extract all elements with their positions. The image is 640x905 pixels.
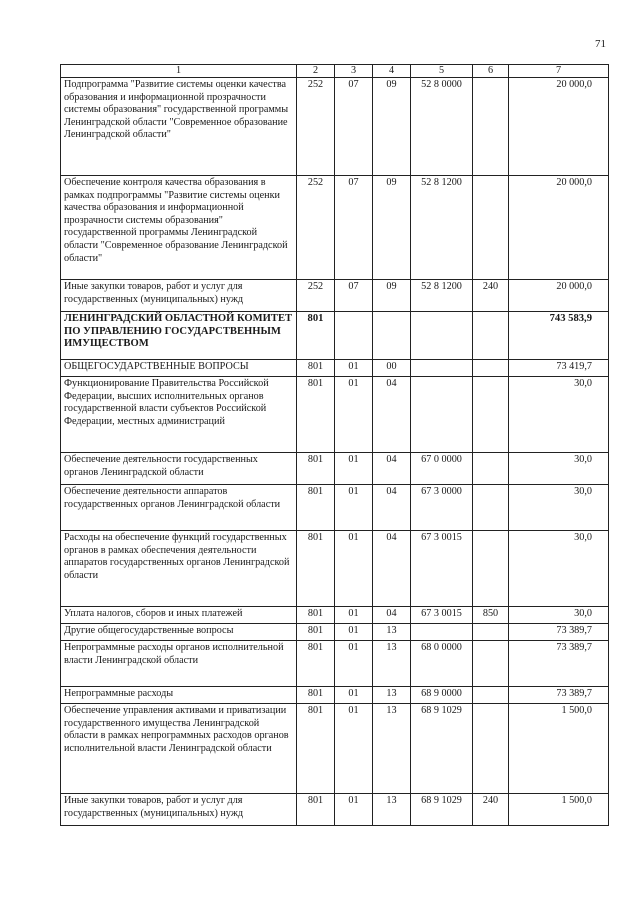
row-value-cell bbox=[373, 312, 411, 360]
row-name-cell: Функционирование Правительства Российской Федерации, высших исполнительных органов государственной власти субъектов Российской Федерации, местных администраций bbox=[61, 377, 297, 453]
row-value-cell: 68 9 1029 bbox=[411, 704, 473, 794]
row-value-cell bbox=[473, 641, 509, 687]
table-row bbox=[61, 312, 609, 360]
header-cell: 2 bbox=[297, 65, 335, 78]
row-value-cell bbox=[411, 360, 473, 377]
row-value-cell: 801 bbox=[297, 453, 335, 485]
row-value-cell: 01 bbox=[335, 641, 373, 687]
row-value-cell: 09 bbox=[373, 78, 411, 176]
row-value-cell: 04 bbox=[373, 453, 411, 485]
row-value-cell bbox=[473, 377, 509, 453]
row-value-cell: 04 bbox=[373, 485, 411, 531]
row-value-cell: 20 000,0 bbox=[509, 280, 609, 312]
row-value-cell bbox=[473, 624, 509, 641]
row-value-cell: 801 bbox=[297, 794, 335, 826]
row-value-cell: 00 bbox=[373, 360, 411, 377]
header-cell: 4 bbox=[373, 65, 411, 78]
row-value-cell: 240 bbox=[473, 794, 509, 826]
row-value-cell bbox=[473, 531, 509, 607]
table-row bbox=[61, 641, 609, 687]
row-value-cell bbox=[473, 78, 509, 176]
table-row bbox=[61, 531, 609, 607]
row-value-cell: 67 0 0000 bbox=[411, 453, 473, 485]
row-name-cell: Обеспечение деятельности аппаратов государственных органов Ленинградской области bbox=[61, 485, 297, 531]
row-value-cell bbox=[473, 704, 509, 794]
row-value-cell: 01 bbox=[335, 531, 373, 607]
row-value-cell: 801 bbox=[297, 624, 335, 641]
header-cell: 1 bbox=[61, 65, 297, 78]
row-value-cell: 68 0 0000 bbox=[411, 641, 473, 687]
row-value-cell: 73 389,7 bbox=[509, 687, 609, 704]
table-row bbox=[61, 360, 609, 377]
row-value-cell: 801 bbox=[297, 485, 335, 531]
table-row bbox=[61, 607, 609, 624]
row-name-cell: Расходы на обеспечение функций государственных органов в рамках обеспечения деятельности аппаратов государственных органов Ленинградской области bbox=[61, 531, 297, 607]
row-value-cell: 04 bbox=[373, 531, 411, 607]
row-value-cell: 13 bbox=[373, 704, 411, 794]
table-row bbox=[61, 78, 609, 176]
row-value-cell: 13 bbox=[373, 687, 411, 704]
row-value-cell: 801 bbox=[297, 360, 335, 377]
row-value-cell: 20 000,0 bbox=[509, 176, 609, 280]
row-value-cell: 01 bbox=[335, 704, 373, 794]
row-name-cell: Подпрограмма "Развитие системы оценки качества образования и информационной прозрачности системы образования" государственной программы Ленинградской области "Современное образование Ленинградской области" bbox=[61, 78, 297, 176]
header-cell: 7 bbox=[509, 65, 609, 78]
row-value-cell bbox=[473, 176, 509, 280]
row-value-cell: 13 bbox=[373, 641, 411, 687]
row-value-cell: 52 8 0000 bbox=[411, 78, 473, 176]
row-value-cell: 52 8 1200 bbox=[411, 280, 473, 312]
row-value-cell bbox=[473, 485, 509, 531]
row-value-cell: 252 bbox=[297, 176, 335, 280]
row-value-cell: 850 bbox=[473, 607, 509, 624]
row-name-cell: Обеспечение контроля качества образования в рамках подпрограммы "Развитие системы оценки качества образования и информационной прозрачности системы образования" государственной программы Ленинградской области "Современное образование Ленинградской области" bbox=[61, 176, 297, 280]
row-value-cell: 67 3 0015 bbox=[411, 607, 473, 624]
table-row bbox=[61, 453, 609, 485]
row-name-cell: Уплата налогов, сборов и иных платежей bbox=[61, 607, 297, 624]
table-row bbox=[61, 377, 609, 453]
row-value-cell: 801 bbox=[297, 531, 335, 607]
row-value-cell: 30,0 bbox=[509, 453, 609, 485]
row-name-cell: Непрограммные расходы органов исполнительной власти Ленинградской области bbox=[61, 641, 297, 687]
row-value-cell: 30,0 bbox=[509, 377, 609, 453]
row-value-cell bbox=[473, 312, 509, 360]
row-value-cell: 252 bbox=[297, 280, 335, 312]
row-value-cell: 04 bbox=[373, 607, 411, 624]
row-value-cell: 01 bbox=[335, 607, 373, 624]
row-value-cell bbox=[335, 312, 373, 360]
table-header-row bbox=[61, 65, 609, 78]
row-name-cell: Иные закупки товаров, работ и услуг для государственных (муниципальных) нужд bbox=[61, 280, 297, 312]
row-name-cell: Иные закупки товаров, работ и услуг для государственных (муниципальных) нужд bbox=[61, 794, 297, 826]
row-value-cell: 801 bbox=[297, 641, 335, 687]
row-value-cell: 801 bbox=[297, 704, 335, 794]
row-value-cell: 801 bbox=[297, 312, 335, 360]
row-value-cell: 240 bbox=[473, 280, 509, 312]
row-value-cell: 01 bbox=[335, 794, 373, 826]
table-row bbox=[61, 485, 609, 531]
row-value-cell: 73 389,7 bbox=[509, 624, 609, 641]
header-cell: 5 bbox=[411, 65, 473, 78]
row-value-cell: 252 bbox=[297, 78, 335, 176]
row-value-cell: 67 3 0015 bbox=[411, 531, 473, 607]
table-row bbox=[61, 794, 609, 826]
header-cell: 3 bbox=[335, 65, 373, 78]
table-row bbox=[61, 704, 609, 794]
row-name-cell: Другие общегосударственные вопросы bbox=[61, 624, 297, 641]
row-name-cell: Обеспечение деятельности государственных органов Ленинградской области bbox=[61, 453, 297, 485]
table-row bbox=[61, 687, 609, 704]
row-value-cell: 1 500,0 bbox=[509, 704, 609, 794]
row-value-cell: 743 583,9 bbox=[509, 312, 609, 360]
table-row bbox=[61, 176, 609, 280]
row-value-cell bbox=[411, 624, 473, 641]
row-value-cell: 30,0 bbox=[509, 531, 609, 607]
row-value-cell: 68 9 0000 bbox=[411, 687, 473, 704]
row-value-cell: 1 500,0 bbox=[509, 794, 609, 826]
row-value-cell bbox=[473, 360, 509, 377]
table-row bbox=[61, 280, 609, 312]
row-value-cell: 01 bbox=[335, 624, 373, 641]
row-value-cell bbox=[411, 377, 473, 453]
row-name-cell: ЛЕНИНГРАДСКИЙ ОБЛАСТНОЙ КОМИТЕТ ПО УПРАВЛЕНИЮ ГОСУДАРСТВЕННЫМ ИМУЩЕСТВОМ bbox=[61, 312, 297, 360]
row-value-cell: 67 3 0000 bbox=[411, 485, 473, 531]
budget-table bbox=[60, 64, 609, 826]
row-name-cell: ОБЩЕГОСУДАРСТВЕННЫЕ ВОПРОСЫ bbox=[61, 360, 297, 377]
row-value-cell: 01 bbox=[335, 453, 373, 485]
row-name-cell: Обеспечение управления активами и приватизации государственного имущества Ленинградской области в рамках непрограммных расходов органов исполнительной власти Ленинградской области bbox=[61, 704, 297, 794]
row-value-cell: 07 bbox=[335, 280, 373, 312]
row-value-cell: 07 bbox=[335, 78, 373, 176]
row-value-cell: 73 419,7 bbox=[509, 360, 609, 377]
row-value-cell: 30,0 bbox=[509, 485, 609, 531]
row-value-cell: 01 bbox=[335, 687, 373, 704]
page-number: 71 bbox=[595, 38, 606, 50]
row-value-cell: 801 bbox=[297, 377, 335, 453]
row-value-cell: 801 bbox=[297, 687, 335, 704]
row-value-cell: 73 389,7 bbox=[509, 641, 609, 687]
row-value-cell: 13 bbox=[373, 794, 411, 826]
row-value-cell bbox=[473, 453, 509, 485]
row-value-cell: 09 bbox=[373, 176, 411, 280]
row-value-cell: 801 bbox=[297, 607, 335, 624]
header-cell: 6 bbox=[473, 65, 509, 78]
row-value-cell bbox=[473, 687, 509, 704]
row-value-cell: 09 bbox=[373, 280, 411, 312]
row-value-cell: 07 bbox=[335, 176, 373, 280]
table-row bbox=[61, 624, 609, 641]
row-value-cell: 68 9 1029 bbox=[411, 794, 473, 826]
row-value-cell: 52 8 1200 bbox=[411, 176, 473, 280]
row-name-cell: Непрограммные расходы bbox=[61, 687, 297, 704]
row-value-cell: 20 000,0 bbox=[509, 78, 609, 176]
row-value-cell: 01 bbox=[335, 485, 373, 531]
row-value-cell bbox=[411, 312, 473, 360]
row-value-cell: 01 bbox=[335, 377, 373, 453]
row-value-cell: 13 bbox=[373, 624, 411, 641]
row-value-cell: 01 bbox=[335, 360, 373, 377]
row-value-cell: 30,0 bbox=[509, 607, 609, 624]
row-value-cell: 04 bbox=[373, 377, 411, 453]
